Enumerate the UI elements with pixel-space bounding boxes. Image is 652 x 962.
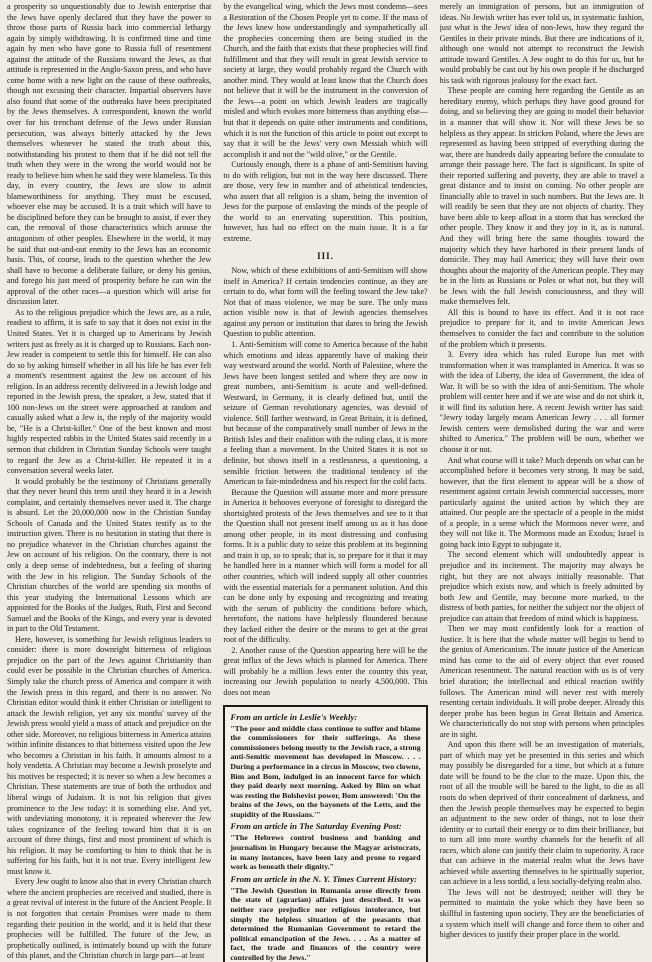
paragraph: merely an immigration of persons, but an immigration of ideas. No Jewish writer has ever told us, in systematic fashion, just what is the Jews' idea of non-Jews, how they regard the Gentiles in their private minds. But there are indications of it, although one would not attempt to reconstruct the Jewish attitude toward Gentiles. A Jew ought to do this for us, but he would probably be cast out by his own people if he discharged his task with rigorous jealousy for the exact fact. <box>439 2 644 85</box>
paragraph: The second element which will undoubtedly appear is prejudice and its incitement. The majority may always be right, but they are not always initially reasonable. That prejudice which exists now, and which is freely admitted by both Jew and Gentile, may become more marked, to the distress of both parties, for neither the subject nor the object of prejudice can attain that freedom of mind which is happiness. <box>439 550 644 623</box>
paragraph: The Jews will not be destroyed; neither will they be permitted to maintain the yoke which they have been so skillful in fastening upon society. They are the beneficiaries of a system which itself will change and force them to other and higher devices to justify their proper place in the world. <box>439 887 644 940</box>
paragraph: a prosperity so unquestionably due to Jewish enterprise that the Jews have openly declared that they have the power to throw those parts of Russia back into commercial lethargy again by simply withdrawing. It is confirmed time and time again by men who have gone to Russia full of resentment against the attitude of the Russians toward the Jews, as that attitude is represented in the Anglo-Saxon press, and who have come home with a new light on the cause of these outbreaks, though not excusing their character. Impartial observers have also found that some of the outbreaks have been precipitated by the Jews themselves. A correspondent, known the world over for his trenchant defense of the Jews under Russian persecution, was always bitterly attacked by the Jews themselves whenever he stated the truth about this, notwithstanding his protest to them that if he did not tell the truth when they were in the wrong the world would not be ready to believe him when he said they were blameless. To this day, in every country, the Jews are slow to admit blameworthiness for anything. They must be excused, whoever else may be accused. It is a trait which will have to be disciplined before they can be brought to assist, if ever they can, the removal of those characteristics which arouse the antagonism of other peoples. Elsewhere in the world, it may be said that out-and-out enmity to the Jews has an economic basis. This, of course, leads to the question whether the Jew shall have to become a deliberate failure, or deny his genius, and forego his just meed of prosperity before he can win the approval of the other races—a question which will arise for discussion later. <box>7 2 212 307</box>
quotations-box <box>223 705 427 962</box>
paragraph: All this is bound to have its effect. And it is not race prejudice to prepare for it, and to invite American Jews themselves to consider the fact and contribute to the solution of the problem which it presents. <box>439 307 644 349</box>
paragraph: 2. Another cause of the Question appearing here will be the great influx of the Jews which is planned for America. There will probably be a million Jews enter the country this year, increasing our Jewish population to nearly 4,500,000. This does not mean <box>223 645 428 697</box>
paragraph: 1. Anti-Semitism will come to America because of the habit which emotions and ideas apparently have of making their way westward around the world. North of Palestine, where the Jews have been longest settled and where they are now in great numbers, anti-Semitism is acute and well-defined. Westward, in Germany, it is clearly defined but, until the seizure of German revolutionary agencies, was devoid of violence. Still farther westward, in Great Britain, it is defined, but because of the comparatively small number of Jews in the British Isles and their coalition with the ruling class, it is more a feeling than a movement. In the United States it is not so definite, but shows itself in a restlessness, a questioning, a sensible friction between the traditional tendency of the American to fair-mindedness and his respect for the cold facts. <box>223 339 428 487</box>
quote-source: From an article in the N. Y. Times Current History: <box>230 873 418 884</box>
paragraph: 3. Every idea which has ruled Europe has met with transformation when it was transplanted in America. It was so with the idea of Liberty, the idea of Government, the idea of War. It will be so with the idea of anti-Semitism. The whole problem will center here and if we are wise and do not shirk it, it will find its solution here. A recent Jewish writer has said: "Jewry today largely means American Jewry . . . all former Jewish centers were demolished during the war and were shifted to America." The problem will be ours, whether we choose it or not. <box>439 350 644 454</box>
paragraph: Here, however, is something for Jewish religious leaders to consider: there is more downright bitterness of religious prejudice on the part of the Jews against Christianity than could ever be possible in the Christian churches of America. Simply take the church press of America and compare it with the Jewish press in this regard, and there is no answer. No Christian editor would think it either Christian or intelligent to attack the Jewish religion, yet any six months' survey of the Jewish press would yield a mass of attack and prejudice on the other side. Moreover, no religious bitterness in America attains within infinite distances to that bitterness visited upon the Jew who becomes a Christian in his faith. It amounts almost to a holy vendetta. A Christian may become a Jewish proselyte and his motives be respected; it is never so when a Jew becomes a Christian. These statements are true of both the orthodox and liberal wings of Judaism. It is not his religion that gives prominence to the Jew today: it is something else. And yet, with undeviating monotony, it is repeated wherever the Jew takes cognizance of the feeling toward him that it is on account of three things, first and most prominent of which is his religion. It may be comforting to him to think that he is suffering for his faith, but it is not true. Every intelligent Jew must know it. <box>7 634 212 876</box>
paragraph: As to the religious prejudice which the Jews are, as a rule, readiest to affirm, it is safe to say that it does not exist in the United States. Yet it is charged up to Americans by Jewish writers just as freely as it is charged up to Russians. Each non-Jew reader is competent to settle this for himself. He can also do so by asking himself whether in all his life he has ever felt a moment's resentment against the Jew on account of his religion. In an address recently delivered in a Jewish lodge and reported in the Jewish press, the speaker, a Jew, stated that if 100 non-Jews on the street were approached at random and casually asked what a Jew is, the reply of the majority would be, "He is a Christ-killer." One of the best known and most highly respected rabbis in the United States said recently in a sermon that children in Christian Sunday Schools were taught to regard the Jew as a Christ-killer. He repeated it in a conversation several weeks later. <box>7 307 212 476</box>
quote-source: From an article in Leslie's Weekly: <box>230 711 358 722</box>
paragraph: by the evangelical wing, which the Jews most condemn—sees a Restoration of the Chosen People yet to come. If the mass of the Jews knew how understandingly and sympathetically all the prophecies concerning them are being studied in the Church, and the faith that exists that these prophecies will find fulfillment and that they will result in great Jewish service to society at large, they would probably regard the Church with another mind. They would at least know that the Church does not believe that it will be the instrument in the conversion of the Jews—a point on which Jewish leaders are tragically misled and which evokes more bitterness than anything else—but that it depends on quite other instruments and conditions, which it is not the function of this article to point out except to say that it will be the Jews' very own Messiah which will accomplish it and not the "wild olive," or the Gentile. <box>223 2 428 159</box>
paragraph: Then we may most confidently look for a reaction of Justice. It is here that the whole matter will begin to bend to the genius of Americanism. The innate justice of the American mind has come to the aid of every object that ever roused American resentment. The natural reaction with us is of very brief duration; the intellectual and ethical reaction swiftly follows. The American mind will never rest with merely resenting certain individuals. It will probe deeper. Already this deeper probe has been begun in Great Britain and America. We characteristically do not stop with persons when principles are in sight. <box>439 624 644 739</box>
quote-source: From an article in The Saturday Evening Post: <box>230 821 402 832</box>
paragraph: These people are coming here regarding the Gentile as an hereditary enemy, which perhaps they have good ground for doing, and so believing they are going to model their behavior in a manner that will show it. Nor will these Jews be so helpless as they appear. In stricken Poland, where the Jews are represented as having been stripped of everything during the war, there are hundreds daily appearing before the consulate to arrange their passage here. The fact is significant. In spite of their reported suffering and poverty, they are able to travel a great distance and to insist on coming. No other people are financially able to travel in such numbers. But the Jews are. It will readily be seen that they are not objects of charity. They have been able to keep afloat in a storm that has wrecked the other people. They know it and they joy in it, as is natural. And they will bring here the same thoughts toward the majority which they have harbored in their present lands of domicile. They may hail America; they will have their own thoughts about the majority of the American people. They may be in the lists as Russians or Poles or what not, but they will be Jews with the full Jewish consciousness, and they will make themselves felt. <box>439 86 644 307</box>
column-middle <box>223 2 427 962</box>
paragraph: And upon this there will be an investigation of materials, part of which may yet be presented in this series and which may possibly be disregarded for a time, but which at a future date will be found to be the clue to the maze. Upon this, the root of all the trouble will be bared to the light, to die as all roots do when deprived of their concealment of darkness, and then the Jewish people themselves may be expected to begin an adjustment to the new order of things, not to lose their identity or to curtail their energy or to dim their brilliance, but to turn all into more worthy channels for the benefit of all races, which alone can justify their claim to superiority. A race that can achieve in the material realm what the Jews have achieved while asserting themselves to be spiritually superior, can achieve in a less sordid, a less socially-defying realm also. <box>439 740 644 887</box>
section-numeral: III. <box>317 250 334 261</box>
paragraph: Because the Question will assume more and more pressure in America it behooves everyone of foresight to disregard the shortsighted protests of the Jews themselves and see to it that the Question shall not present itself among us as it has done among other people, in its most distressing and confusing forms. It is a public duty to seize this problem at its beginning and train it up, so to speak; that is, so prepare for it that it may be handled here in a manner which will form a model for all other countries, which will indeed supply all other countries with the essential materials for a permanent solution. And this can be done only by exposing and recognizing and treating with the serum of publicity the conditions before which, heretofore, the nations have helplessly floundered because they lacked either the desire or the means to get at the great root of the difficulty. <box>223 487 428 645</box>
paragraph: Now, which of these exhibitions of anti-Semitism will show itself in America? If certain tendencies continue, as they are certain to do, what form will the feeling toward the Jew take? Not that of mass violence, we may be sure. The only mass action visible now is that of Jewish agencies themselves against any person or institution that dares to bring the Jewish Question to public attention. <box>223 266 428 339</box>
column-right <box>440 2 644 962</box>
paragraph: It would probably be the testimony of Christians generally that they never heard this term until they heard it in a Jewish complaint, and certainly themselves never used it. The charge is absurd. Let the 20,000,000 now in the Christian Sunday Schools of Canada and the United States testify as to the instruction given. There is no hesitation in stating that there is no prejudice whatever in the Christian churches against the Jew on account of his religion. On the contrary, there is not only a deep sense of indebtedness, but a feeling of sharing with the Jew in his religion. The Sunday Schools of the Christian churches of the world are spending six months of this year studying the International Lessons which are appointed for the Books of the Judges, Ruth, First and Second Samuel and the Books of the Kings, and every year is devoted in part to the Old Testament. <box>7 476 212 634</box>
quote-text: "The Hebrews control business and banking and journalism in Hungary because the Magyar aristocrats, in many instances, have been lazy and prone to regard work as beneath their dignity." <box>230 833 421 872</box>
paragraph: Curiously enough, there is a phase of anti-Semitism having to do with religion, but not in the way here discussed. There are those, very few in number and of atheistical tendencies, who assert that all religion is a sham, being the invention of Jews for the purpose of enslaving the minds of the people of the world to an enervating superstition. This position, however, has had no effect on the main issue. It is a far extreme. <box>223 160 428 244</box>
column-left <box>7 2 211 962</box>
quote-text: "The poor and middle class continue to suffer and blame the commissioners for their sufferings. As these commissioners belong mostly to the Jewish race, a strong anti-Semitic movement has developed in Moscow. . . . During a performance in a circus in Moscow, two clowns, Bim and Bom, indulged in an innocent farce for which they paid dearly next morning. Asked by Bim on what was resting the Bolshevist power, Bom answered: 'On the brains of the Jews, on the bayonets of the Letts, and the stupidity of the Russians.'" <box>230 723 421 819</box>
paragraph: Every Jew ought to know also that in every Christian church where the ancient prophecies are received and studied, there is a great revival of interest in the future of the Ancient People. It is not forgotten that certain Promises were made to them regarding their position in the world, and it is held that these prophecies will be fulfilled. The future of the Jew, as prophetically outlined, is intimately bound up with the future of this planet, and the Christian church in large part—at least <box>7 877 212 961</box>
paragraph: And what course will it take? Much depends on what can be accomplished before it becomes very strong. It may be said, however, that the first element to appear will be a show of resentment against certain Jewish commercial successes, more particularly against the united action by which they are attained. Our people are the spectacle of a people in the midst of a people, in a sense which the Mormons never were, and they will not like it. The Mormons made an Exodus; Israel is going back into Egypt to subjugate it. <box>439 455 644 549</box>
quote-text: "The Jewish Question in Rumania arose directly from the state of (agrarian) affairs just described. It was neither race prejudice nor religious intolerance, but simply the helpless situation of the peasants that determined the Rumanian Government to retard the political emancipation of the Jews. . . . As a matter of fact, the trade and finances of the country were controlled by the Jews." <box>230 885 421 962</box>
